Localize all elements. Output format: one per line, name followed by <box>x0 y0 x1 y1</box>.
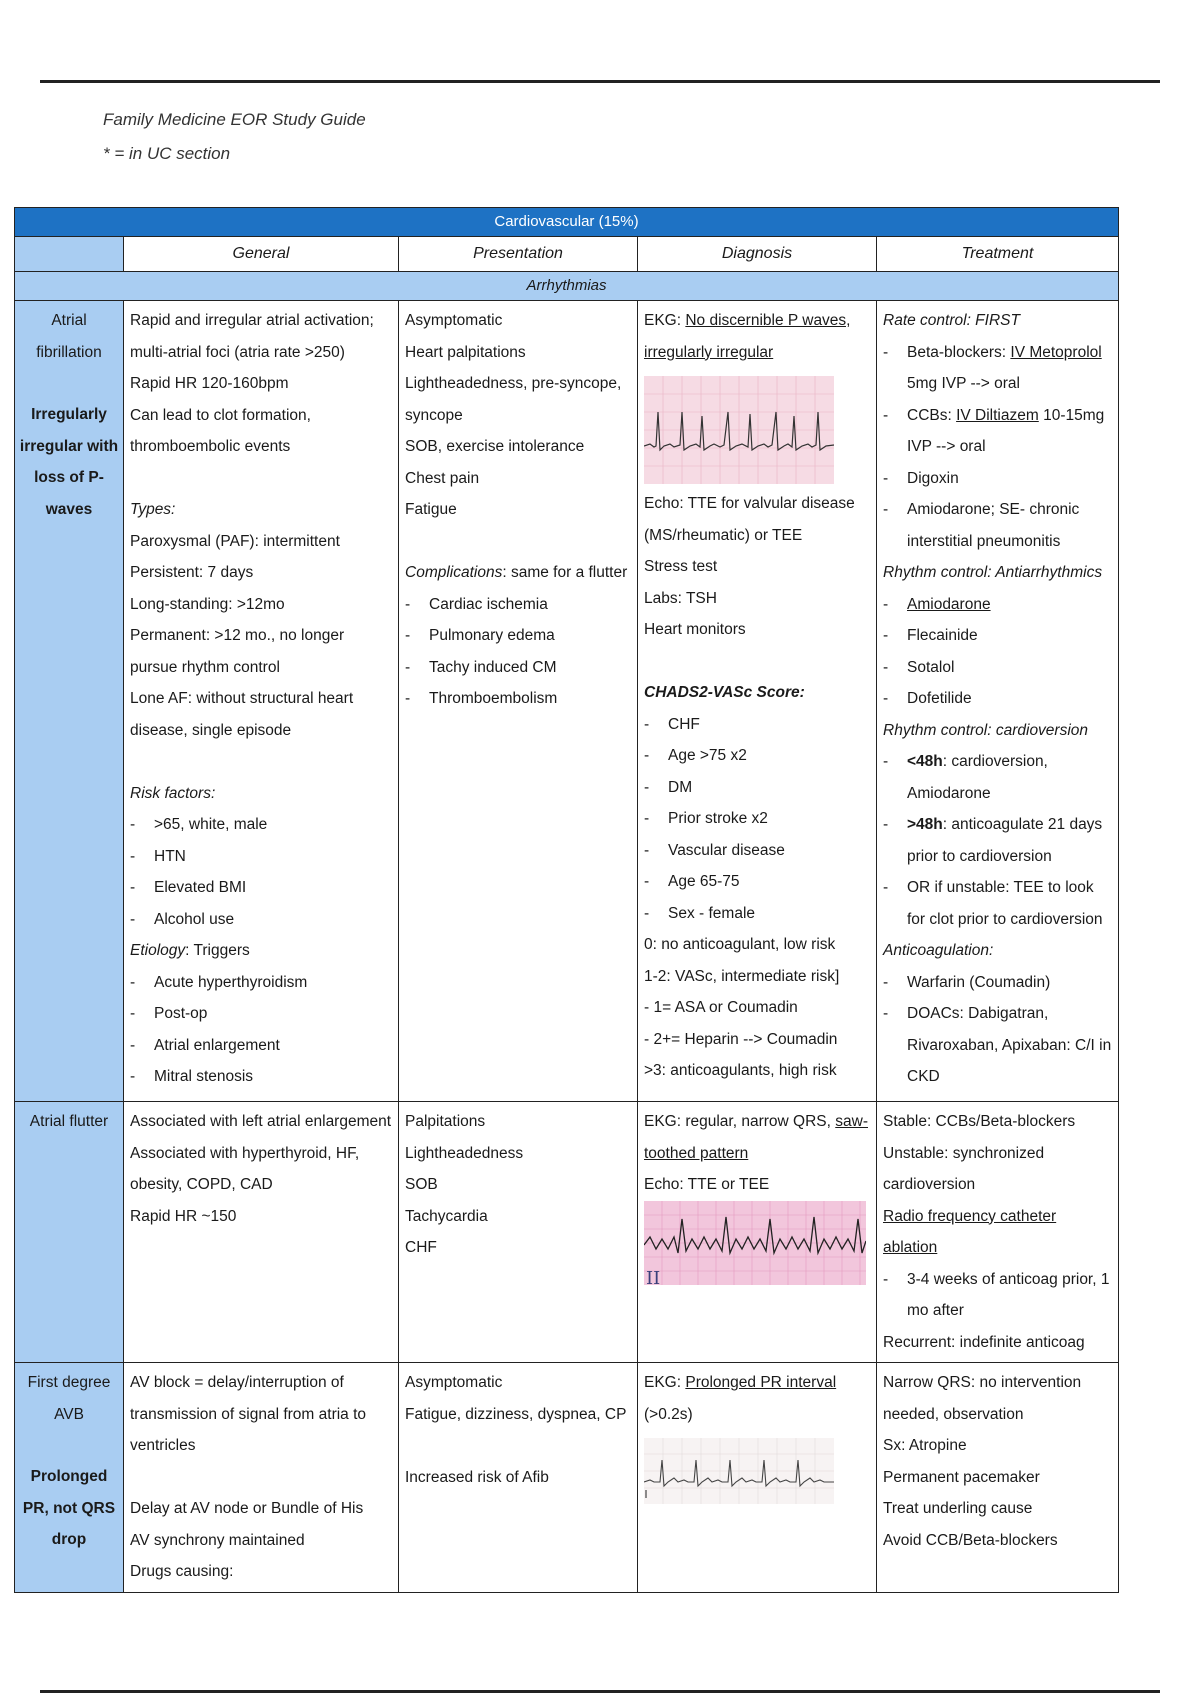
section-title: Cardiovascular (15%) <box>15 208 1119 237</box>
afib-risk-label: Risk factors: <box>130 784 216 802</box>
aflutter-echo: Echo: TTE or TEE <box>644 1176 770 1193</box>
afib-treatment <box>877 301 1119 1102</box>
afib-general-line: Rapid HR 120-160bpm <box>130 375 289 392</box>
avb1-general-line: AV synchrony maintained <box>130 1531 305 1549</box>
afib-symptom: Chest pain <box>405 469 480 487</box>
aflutter-general-line: Associated with hyperthyroid, HF, obesity, COPD, CAD <box>130 1144 360 1193</box>
avb1-ekg-prefix: EKG: <box>644 1374 686 1391</box>
afib-ekg-strip-image <box>644 376 834 484</box>
afib-complication: - Thromboembolism <box>405 683 631 715</box>
aflutter-tx: Recurrent: indefinite anticoag <box>883 1333 1085 1351</box>
afib-ekg-prefix: EKG: <box>644 312 686 329</box>
chads-item: - Age >75 x2 <box>644 740 870 772</box>
digoxin-item: - Digoxin <box>883 463 1112 495</box>
lt48-rest: : cardioversion, Amiodarone <box>907 753 1048 802</box>
aflutter-treatment <box>877 1102 1119 1363</box>
avb1-row <box>15 1363 1119 1593</box>
aflutter-presentation <box>399 1102 638 1363</box>
avb1-name: First degree AVB <box>27 1374 111 1423</box>
afib-general <box>124 301 399 1102</box>
avb1-general <box>124 1363 399 1593</box>
avb1-diagnosis <box>638 1363 877 1593</box>
afib-risk-item: - HTN <box>130 841 392 873</box>
afib-type: Long-standing: >12mo <box>130 595 285 613</box>
afib-dx-item: Echo: TTE for valvular disease (MS/rheumatic) or TEE <box>644 495 855 544</box>
avb1-symptom: Fatigue, dizziness, dyspnea, CP <box>405 1405 627 1423</box>
col-diagnosis: Diagnosis <box>638 237 877 272</box>
guide-note: * = in UC section <box>103 144 231 163</box>
afib-trigger: - Atrial enlargement <box>130 1030 392 1062</box>
aflutter-diagnosis <box>638 1102 877 1363</box>
afib-label-cell <box>15 301 124 1102</box>
afib-general-line: Rapid and irregular atrial activation; multi-atrial foci (atria rate >250) <box>130 312 374 361</box>
cardioversion-item <box>883 809 1112 872</box>
avb1-tx: Avoid CCB/Beta-blockers <box>883 1531 1058 1549</box>
afib-complications-label: Complications <box>405 564 503 581</box>
afib-trigger: - Acute hyperthyroidism <box>130 967 392 999</box>
bottom-rule <box>40 1690 1160 1693</box>
avb1-general-line: AV block = delay/interruption of transmission of signal from atria to ventricles <box>130 1374 367 1454</box>
antiarrhythmic-item: - Flecainide <box>883 620 1112 652</box>
column-header-row <box>15 237 1119 272</box>
anticoag-item: - DOACs: Dabigatran, Rivaroxaban, Apixaban: C/I in CKD <box>883 998 1112 1093</box>
afib-trigger: - Mitral stenosis <box>130 1061 392 1093</box>
guide-title: Family Medicine EOR Study Guide <box>103 110 366 129</box>
aflutter-ekg-prefix: EKG: regular, narrow QRS, <box>644 1113 836 1130</box>
aflutter-lead-label: II <box>646 1267 661 1289</box>
avb1-tx: Permanent pacemaker <box>883 1468 1040 1486</box>
ccb-item <box>883 400 1112 463</box>
anticoag-item: - Warfarin (Coumadin) <box>883 967 1112 999</box>
chads-item: - Sex - female <box>644 898 870 930</box>
bb-rest: 5mg IVP --> oral <box>907 375 1020 392</box>
avb1-general-line: Drugs causing: <box>130 1563 234 1580</box>
chads-scoring: >3: anticoagulants, high risk <box>644 1062 837 1079</box>
afib-risk-item: - >65, white, male <box>130 809 392 841</box>
ccb-drug: IV Diltiazem <box>956 406 1039 424</box>
chads-scoring: 0: no anticoagulant, low risk <box>644 936 836 953</box>
afib-trigger: - Post-op <box>130 998 392 1030</box>
col-general: General <box>124 237 399 272</box>
afib-name: Atrial fibrillation <box>36 312 102 361</box>
afib-note: Irregularly irregular with loss of P-waves <box>19 406 119 518</box>
afib-symptom: Asymptomatic <box>405 312 503 329</box>
afib-diagnosis <box>638 301 877 1102</box>
afib-type: Persistent: 7 days <box>130 564 254 581</box>
avb1-ekg-finding: Prolonged PR interval <box>685 1374 837 1391</box>
afib-dx-item: Stress test <box>644 558 718 575</box>
aflutter-general <box>124 1102 399 1363</box>
chads-item: - Age 65-75 <box>644 866 870 898</box>
avb1-label-cell <box>15 1363 124 1593</box>
aflutter-tx: Radio frequency catheter ablation <box>883 1207 1057 1256</box>
aflutter-symptom: Palpitations <box>405 1113 486 1130</box>
avb1-symptom: Increased risk of Afib <box>405 1468 549 1486</box>
aflutter-ekg-finding: saw-toothed pattern <box>644 1113 868 1162</box>
avb1-tx: Narrow QRS: no intervention needed, observation <box>883 1374 1082 1423</box>
study-guide-table <box>14 207 1119 1593</box>
rate-control-label: Rate control: FIRST <box>883 312 1020 329</box>
afib-row <box>15 301 1119 1102</box>
chads-scoring: - 1= ASA or Coumadin <box>644 999 798 1016</box>
aflutter-symptom: CHF <box>405 1239 437 1256</box>
subsection-title: Arrhythmias <box>15 272 1119 301</box>
aflutter-ekg-line <box>644 1106 870 1169</box>
afib-risk-item: - Alcohol use <box>130 904 392 936</box>
aflutter-tx: Unstable: synchronized cardioversion <box>883 1144 1045 1193</box>
chads-item: - Vascular disease <box>644 835 870 867</box>
aflutter-label-cell <box>15 1102 124 1363</box>
avb1-tx: Sx: Atropine <box>883 1437 967 1454</box>
afib-types-label: Types: <box>130 501 176 518</box>
afib-complications-line <box>405 557 631 589</box>
aflutter-general-line: Associated with left atrial enlargement <box>130 1113 392 1130</box>
avb1-ekg-line <box>644 1367 870 1430</box>
aflutter-symptom: SOB <box>405 1176 438 1193</box>
aflutter-row <box>15 1102 1119 1363</box>
col-presentation: Presentation <box>399 237 638 272</box>
section-header-row <box>15 208 1119 237</box>
ccb-prefix: CCBs: <box>907 406 957 424</box>
ccb-rest: 10-15mg IVP --> oral <box>907 406 1105 455</box>
afib-type: Lone AF: without structural heart disease, single episode <box>130 690 354 739</box>
avb1-general-line: Delay at AV node or Bundle of His <box>130 1500 364 1517</box>
chads-scoring: - 2+= Heparin --> Coumadin <box>644 1030 838 1048</box>
afib-ekg-line <box>644 305 870 368</box>
bb-drug: IV Metoprolol <box>1010 343 1102 361</box>
gt48-rest: : anticoagulate 21 days prior to cardioversion <box>907 816 1103 865</box>
antiarrhythmic-item: - Sotalol <box>883 652 1112 684</box>
afib-type: Paroxysmal (PAF): intermittent <box>130 532 340 550</box>
afib-general-line: Can lead to clot formation, thromboembolic events <box>130 406 311 455</box>
afib-type: Permanent: >12 mo., no longer pursue rhythm control <box>130 627 345 676</box>
afib-symptom: Heart palpitations <box>405 343 526 361</box>
antiarrhythmic-item: - Amiodarone <box>883 589 1112 621</box>
afib-symptom: Fatigue <box>405 501 457 518</box>
avb1-presentation <box>399 1363 638 1593</box>
cardioversion-item: - OR if unstable: TEE to look for clot prior to cardioversion <box>883 872 1112 935</box>
anticoag-label: Anticoagulation: <box>883 942 994 959</box>
avb1-symptom: Asymptomatic <box>405 1374 503 1391</box>
afib-ekg-finding: No discernible P waves, irregularly irregular <box>644 312 851 361</box>
bb-prefix: Beta-blockers: <box>907 343 1011 361</box>
afib-dx-item: Labs: TSH <box>644 589 717 607</box>
avb1-tx: Treat underling cause <box>883 1500 1033 1517</box>
chads-item: - Prior stroke x2 <box>644 803 870 835</box>
afib-presentation <box>399 301 638 1102</box>
aflutter-ekg-strip <box>644 1201 866 1289</box>
chads-label: CHADS2-VASc Score: <box>644 684 805 701</box>
subsection-row <box>15 272 1119 301</box>
beta-blocker-item <box>883 337 1112 400</box>
afib-etiology-label: Etiology <box>130 942 186 959</box>
afib-risk-item: - Elevated BMI <box>130 872 392 904</box>
corner-cell <box>15 237 124 272</box>
afib-complications-rest: : same for a flutter <box>502 564 628 581</box>
aflutter-ekg-strip-image <box>644 1201 866 1285</box>
rhythm-control-label: Rhythm control: Antiarrhythmics <box>883 564 1103 581</box>
afib-complication: - Tachy induced CM <box>405 652 631 684</box>
avb1-ekg-strip-image <box>644 1438 834 1504</box>
lt48-label: <48h <box>907 753 943 770</box>
aflutter-tx: Stable: CCBs/Beta-blockers <box>883 1113 1076 1130</box>
afib-symptom: SOB, exercise intolerance <box>405 438 585 455</box>
afib-etiology-rest: : Triggers <box>185 942 250 959</box>
aflutter-general-line: Rapid HR ~150 <box>130 1207 237 1225</box>
chads-item: - CHF <box>644 709 870 741</box>
afib-complication: - Pulmonary edema <box>405 620 631 652</box>
afib-dx-item: Heart monitors <box>644 621 746 638</box>
aflutter-tx: - 3-4 weeks of anticoag prior, 1 mo after <box>883 1264 1112 1327</box>
page-header <box>103 103 366 171</box>
afib-complication: - Cardiac ischemia <box>405 589 631 621</box>
col-treatment: Treatment <box>877 237 1119 272</box>
top-rule <box>40 80 1160 83</box>
cardioversion-label: Rhythm control: cardioversion <box>883 721 1089 739</box>
chads-item: - DM <box>644 772 870 804</box>
aflutter-symptom: Tachycardia <box>405 1207 488 1225</box>
avb1-note: Prolonged PR, not QRS drop <box>22 1468 116 1548</box>
gt48-label: >48h <box>907 816 943 833</box>
antiarrhythmic-item: - Dofetilide <box>883 683 1112 715</box>
aflutter-name: Atrial flutter <box>29 1113 109 1130</box>
amiodarone-se-item: - Amiodarone; SE- chronic interstitial pneumonitis <box>883 494 1112 557</box>
afib-etiology-line <box>130 935 392 967</box>
avb1-ekg-rest: (>0.2s) <box>644 1405 693 1423</box>
cardioversion-item <box>883 746 1112 809</box>
afib-symptom: Lightheadedness, pre-syncope, syncope <box>405 375 622 424</box>
chads-scoring: 1-2: VASc, intermediate risk] <box>644 967 840 985</box>
aflutter-symptom: Lightheadedness <box>405 1144 524 1162</box>
avb1-treatment <box>877 1363 1119 1593</box>
